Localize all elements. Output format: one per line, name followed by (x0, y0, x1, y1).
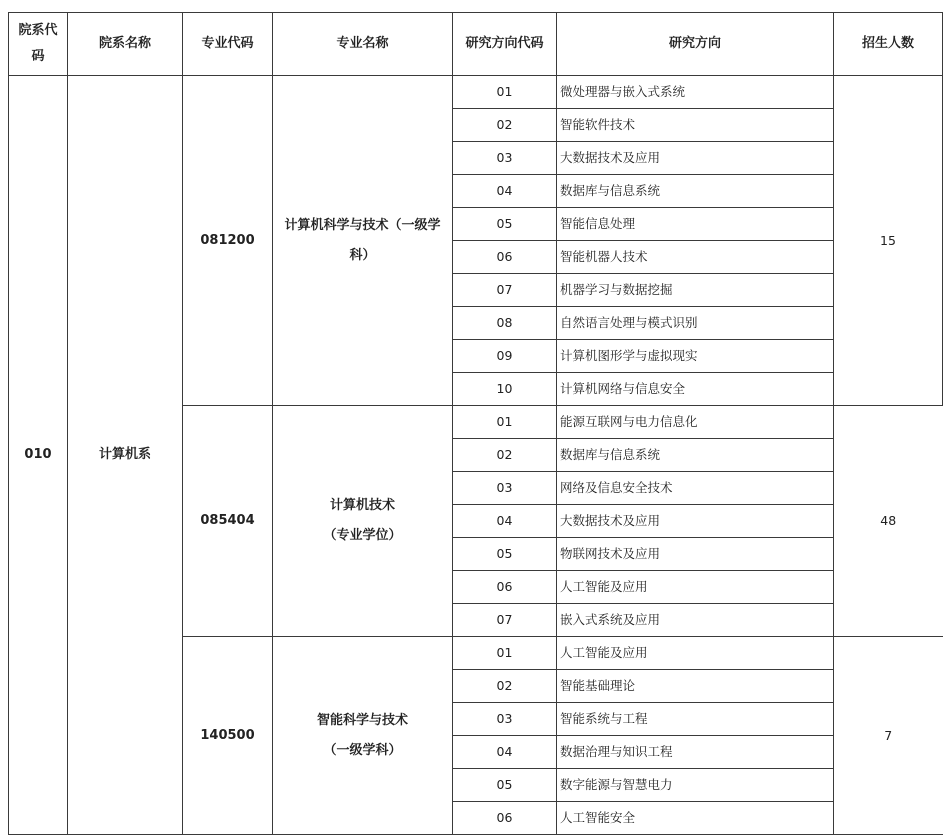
direction-code-cell: 08 (453, 307, 557, 340)
direction-code-cell: 10 (453, 373, 557, 406)
direction-name-cell: 智能系统与工程 (557, 703, 834, 736)
major-name-text: 计算机技术 （专业学位） (323, 498, 402, 543)
direction-name-cell: 智能机器人技术 (557, 241, 834, 274)
direction-code-cell: 04 (453, 175, 557, 208)
quota-cell: 7 (834, 637, 943, 835)
header-major-name: 专业名称 (273, 13, 453, 76)
major-name-cell (273, 76, 453, 406)
major-code-cell: 081200 (183, 76, 273, 406)
direction-code-cell: 09 (453, 340, 557, 373)
direction-code-cell: 03 (453, 703, 557, 736)
header-dept-name: 院系名称 (68, 13, 183, 76)
admission-table-container (8, 12, 943, 835)
direction-code-cell: 02 (453, 109, 557, 142)
direction-code-cell: 04 (453, 736, 557, 769)
table-body (9, 76, 943, 835)
header-row (9, 13, 943, 76)
table-row (9, 76, 943, 109)
direction-name-cell: 计算机图形学与虚拟现实 (557, 340, 834, 373)
direction-name-cell: 大数据技术及应用 (557, 142, 834, 175)
direction-name-cell: 数据库与信息系统 (557, 439, 834, 472)
direction-code-cell: 05 (453, 769, 557, 802)
direction-name-cell: 大数据技术及应用 (557, 505, 834, 538)
direction-name-cell: 嵌入式系统及应用 (557, 604, 834, 637)
direction-code-cell: 01 (453, 406, 557, 439)
major-name-text: 智能科学与技术 （一级学科） (316, 712, 408, 758)
direction-name-cell: 能源互联网与电力信息化 (557, 406, 834, 439)
direction-code-cell: 03 (453, 142, 557, 175)
major-name-text: 计算机科学与技术（一级学科） (284, 217, 441, 263)
header-major-code: 专业代码 (183, 13, 273, 76)
direction-name-cell: 网络及信息安全技术 (557, 472, 834, 505)
direction-code-cell: 03 (453, 472, 557, 505)
direction-name-cell: 人工智能及应用 (557, 637, 834, 670)
direction-name-cell: 物联网技术及应用 (557, 538, 834, 571)
admission-table (8, 12, 943, 835)
dept-name-cell: 计算机系 (68, 76, 183, 835)
direction-code-cell: 02 (453, 439, 557, 472)
header-direction: 研究方向 (557, 13, 834, 76)
major-code-cell: 140500 (183, 637, 273, 835)
direction-name-cell: 数字能源与智慧电力 (557, 769, 834, 802)
major-code-cell: 085404 (183, 406, 273, 637)
direction-code-cell: 05 (453, 208, 557, 241)
dept-code-cell: 010 (9, 76, 68, 835)
direction-code-cell: 06 (453, 241, 557, 274)
direction-name-cell: 智能基础理论 (557, 670, 834, 703)
direction-code-cell: 06 (453, 802, 557, 835)
quota-cell: 15 (834, 76, 943, 406)
direction-code-cell: 06 (453, 571, 557, 604)
direction-code-cell: 05 (453, 538, 557, 571)
major-name-cell (273, 637, 453, 835)
header-quota: 招生人数 (834, 13, 943, 76)
direction-name-cell: 人工智能及应用 (557, 571, 834, 604)
direction-code-cell: 01 (453, 76, 557, 109)
direction-name-cell: 智能信息处理 (557, 208, 834, 241)
direction-code-cell: 02 (453, 670, 557, 703)
direction-name-cell: 微处理器与嵌入式系统 (557, 76, 834, 109)
direction-code-cell: 04 (453, 505, 557, 538)
major-name-cell (273, 406, 453, 637)
direction-code-cell: 07 (453, 274, 557, 307)
header-dept-code: 院系代码 (9, 13, 68, 76)
quota-cell: 48 (834, 406, 943, 637)
direction-name-cell: 机器学习与数据挖掘 (557, 274, 834, 307)
header-direction-code: 研究方向代码 (453, 13, 557, 76)
direction-name-cell: 数据治理与知识工程 (557, 736, 834, 769)
direction-name-cell: 智能软件技术 (557, 109, 834, 142)
direction-name-cell: 数据库与信息系统 (557, 175, 834, 208)
direction-code-cell: 01 (453, 637, 557, 670)
direction-name-cell: 人工智能安全 (557, 802, 834, 835)
direction-name-cell: 计算机网络与信息安全 (557, 373, 834, 406)
direction-code-cell: 07 (453, 604, 557, 637)
direction-name-cell: 自然语言处理与模式识别 (557, 307, 834, 340)
